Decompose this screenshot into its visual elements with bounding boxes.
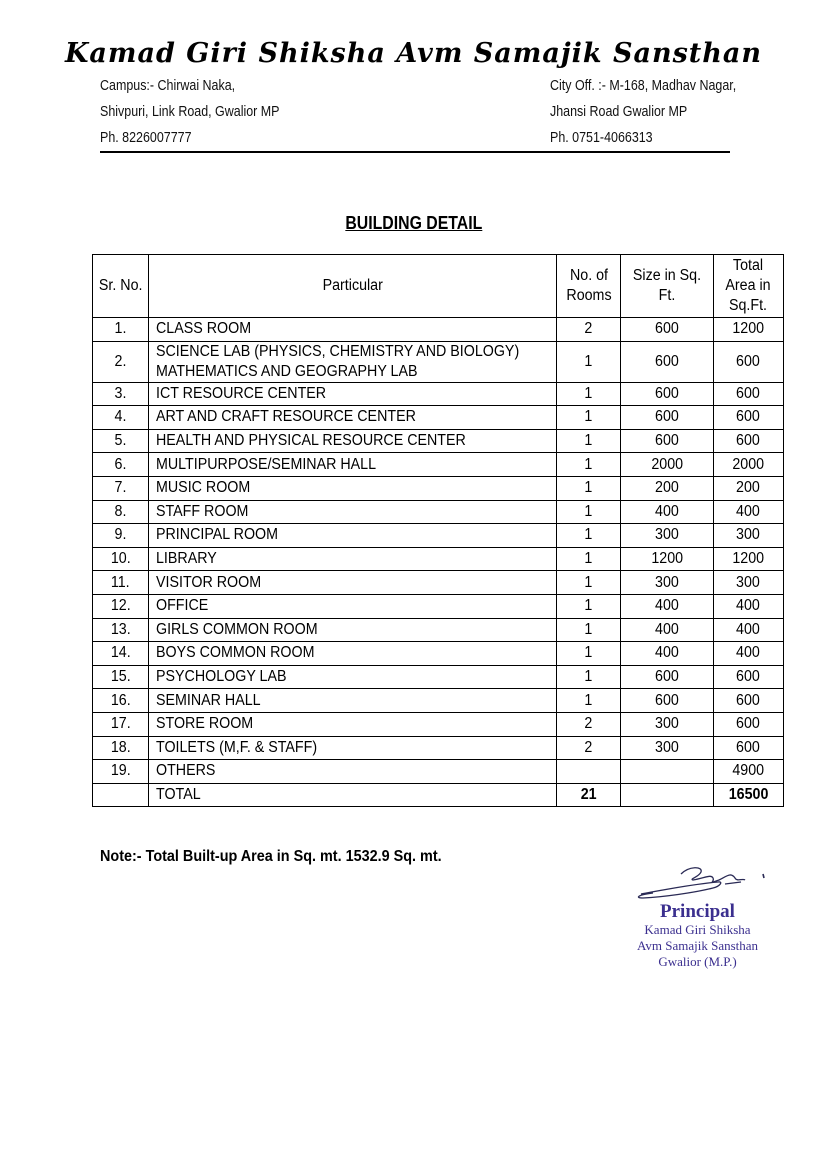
document-title xyxy=(0,213,827,234)
cell-total-area: 400 xyxy=(713,618,783,642)
cell-sr-no: 5. xyxy=(93,429,149,453)
cell-total-area: 600 xyxy=(713,341,783,382)
cell-total-area: 300 xyxy=(713,524,783,548)
cell-size: 400 xyxy=(621,594,713,618)
cell-sr-no: 10. xyxy=(93,547,149,571)
table-row xyxy=(93,318,784,342)
document-title-text: BUILDING DETAIL xyxy=(345,213,482,233)
table-row xyxy=(93,524,784,548)
cell-particular: SEMINAR HALL xyxy=(148,689,556,713)
cell-sr-no: 16. xyxy=(93,689,149,713)
cell-sr-no: 6. xyxy=(93,453,149,477)
cell-sr-no xyxy=(93,783,149,807)
table-row xyxy=(93,476,784,500)
cell-size: 400 xyxy=(621,500,713,524)
cell-particular: OFFICE xyxy=(148,594,556,618)
cell-no-of-rooms: 1 xyxy=(556,594,621,618)
cell-no-of-rooms: 1 xyxy=(556,689,621,713)
cell-size: 300 xyxy=(621,524,713,548)
city-office-phone: Ph. 0751-4066313 xyxy=(550,130,653,146)
campus-line-1: Campus:- Chirwai Naka, xyxy=(100,78,236,94)
cell-sr-no: 4. xyxy=(93,406,149,430)
cell-sr-no: 8. xyxy=(93,500,149,524)
cell-particular: HEALTH AND PHYSICAL RESOURCE CENTER xyxy=(148,429,556,453)
cell-size xyxy=(621,760,713,784)
table-row xyxy=(93,665,784,689)
cell-no-of-rooms: 1 xyxy=(556,524,621,548)
cell-particular: LIBRARY xyxy=(148,547,556,571)
cell-size: 300 xyxy=(621,712,713,736)
cell-sr-no: 19. xyxy=(93,760,149,784)
cell-size: 600 xyxy=(621,318,713,342)
signature-icon xyxy=(623,860,773,902)
cell-size xyxy=(621,783,713,807)
cell-total-area: 600 xyxy=(713,689,783,713)
table-total-row xyxy=(93,783,784,807)
table-row xyxy=(93,500,784,524)
city-office-line-2: Jhansi Road Gwalior MP xyxy=(550,104,688,120)
cell-size: 600 xyxy=(621,429,713,453)
cell-no-of-rooms: 1 xyxy=(556,500,621,524)
cell-size: 400 xyxy=(621,642,713,666)
table-header-row xyxy=(93,255,784,318)
cell-total-area: 400 xyxy=(713,594,783,618)
table-row xyxy=(93,689,784,713)
cell-no-of-rooms: 1 xyxy=(556,571,621,595)
table-row xyxy=(93,642,784,666)
header-sr-no: Sr. No. xyxy=(93,255,149,318)
city-office-line-1: City Off. :- M-168, Madhav Nagar, xyxy=(550,78,737,94)
cell-particular: OTHERS xyxy=(148,760,556,784)
cell-total-area: 600 xyxy=(713,665,783,689)
header-divider xyxy=(100,151,730,153)
cell-sr-no: 12. xyxy=(93,594,149,618)
header-no-of-rooms: No. of Rooms xyxy=(556,255,621,318)
cell-sr-no: 17. xyxy=(93,712,149,736)
cell-size: 300 xyxy=(621,736,713,760)
stamp-line-2: Avm Samajik Sansthan xyxy=(636,938,759,953)
cell-no-of-rooms: 2 xyxy=(556,318,621,342)
table-row xyxy=(93,571,784,595)
cell-total-area: 600 xyxy=(713,736,783,760)
cell-size: 600 xyxy=(621,665,713,689)
cell-sr-no: 15. xyxy=(93,665,149,689)
table-row xyxy=(93,429,784,453)
cell-no-of-rooms xyxy=(556,760,621,784)
cell-no-of-rooms: 1 xyxy=(556,406,621,430)
cell-size: 2000 xyxy=(621,453,713,477)
cell-no-of-rooms: 1 xyxy=(556,665,621,689)
building-detail-table xyxy=(92,254,784,807)
cell-sr-no: 13. xyxy=(93,618,149,642)
table-row xyxy=(93,382,784,406)
cell-total-area: 2000 xyxy=(713,453,783,477)
cell-total-area: 200 xyxy=(713,476,783,500)
cell-size: 200 xyxy=(621,476,713,500)
cell-total-area: 300 xyxy=(713,571,783,595)
organization-name: Kamad Giri Shiksha Avm Samajik Sansthan xyxy=(64,38,763,69)
cell-no-of-rooms: 1 xyxy=(556,453,621,477)
cell-sr-no: 3. xyxy=(93,382,149,406)
cell-particular: STORE ROOM xyxy=(148,712,556,736)
cell-size: 600 xyxy=(621,406,713,430)
cell-no-of-rooms: 1 xyxy=(556,382,621,406)
cell-no-of-rooms: 21 xyxy=(556,783,621,807)
cell-particular: CLASS ROOM xyxy=(148,318,556,342)
table-row xyxy=(93,760,784,784)
cell-particular: SCIENCE LAB (PHYSICS, CHEMISTRY AND BIOLOGY) MATHEMATICS AND GEOGRAPHY LAB xyxy=(148,341,556,382)
cell-particular: PSYCHOLOGY LAB xyxy=(148,665,556,689)
cell-no-of-rooms: 1 xyxy=(556,642,621,666)
cell-total-area: 400 xyxy=(713,642,783,666)
table-row xyxy=(93,712,784,736)
cell-particular: PRINCIPAL ROOM xyxy=(148,524,556,548)
campus-line-2: Shivpuri, Link Road, Gwalior MP xyxy=(100,104,280,120)
cell-sr-no: 14. xyxy=(93,642,149,666)
cell-sr-no: 7. xyxy=(93,476,149,500)
cell-total-area: 600 xyxy=(713,382,783,406)
cell-total-area: 600 xyxy=(713,429,783,453)
cell-total-area: 600 xyxy=(713,406,783,430)
cell-no-of-rooms: 1 xyxy=(556,341,621,382)
cell-particular: VISITOR ROOM xyxy=(148,571,556,595)
header-size: Size in Sq. Ft. xyxy=(621,255,713,318)
stamp-line-3: Gwalior (M.P.) xyxy=(658,954,737,969)
cell-particular: BOYS COMMON ROOM xyxy=(148,642,556,666)
cell-no-of-rooms: 1 xyxy=(556,547,621,571)
cell-no-of-rooms: 1 xyxy=(556,429,621,453)
cell-no-of-rooms: 1 xyxy=(556,476,621,500)
table-row xyxy=(93,547,784,571)
cell-total-area: 400 xyxy=(713,500,783,524)
header-total-area: Total Area in Sq.Ft. xyxy=(713,255,783,318)
cell-total-area: 1200 xyxy=(713,318,783,342)
cell-size: 1200 xyxy=(621,547,713,571)
cell-particular: MULTIPURPOSE/SEMINAR HALL xyxy=(148,453,556,477)
cell-size: 600 xyxy=(621,689,713,713)
table-row xyxy=(93,618,784,642)
cell-no-of-rooms: 1 xyxy=(556,618,621,642)
table-row xyxy=(93,406,784,430)
cell-total-area: 16500 xyxy=(713,783,783,807)
campus-address xyxy=(100,73,280,151)
cell-sr-no: 18. xyxy=(93,736,149,760)
table-row xyxy=(93,341,784,382)
cell-size: 400 xyxy=(621,618,713,642)
cell-particular: TOTAL xyxy=(148,783,556,807)
cell-total-area: 1200 xyxy=(713,547,783,571)
cell-total-area: 4900 xyxy=(713,760,783,784)
principal-stamp xyxy=(615,860,780,970)
stamp-line-1: Kamad Giri Shiksha xyxy=(644,922,751,937)
campus-phone: Ph. 8226007777 xyxy=(100,130,192,146)
table-row xyxy=(93,736,784,760)
cell-particular: ICT RESOURCE CENTER xyxy=(148,382,556,406)
cell-sr-no: 2. xyxy=(93,341,149,382)
cell-total-area: 600 xyxy=(713,712,783,736)
cell-sr-no: 11. xyxy=(93,571,149,595)
cell-sr-no: 1. xyxy=(93,318,149,342)
cell-particular: TOILETS (M,F. & STAFF) xyxy=(148,736,556,760)
cell-size: 300 xyxy=(621,571,713,595)
built-up-area-note: Note:- Total Built-up Area in Sq. mt. 1532.9 Sq. mt. xyxy=(100,848,442,865)
cell-particular: STAFF ROOM xyxy=(148,500,556,524)
cell-no-of-rooms: 2 xyxy=(556,736,621,760)
cell-particular: ART AND CRAFT RESOURCE CENTER xyxy=(148,406,556,430)
cell-sr-no: 9. xyxy=(93,524,149,548)
table-row xyxy=(93,453,784,477)
header-particular: Particular xyxy=(148,255,556,318)
cell-no-of-rooms: 2 xyxy=(556,712,621,736)
cell-particular: GIRLS COMMON ROOM xyxy=(148,618,556,642)
cell-size: 600 xyxy=(621,382,713,406)
cell-particular: MUSIC ROOM xyxy=(148,476,556,500)
stamp-title: Principal xyxy=(660,901,735,922)
city-office-address xyxy=(550,73,736,151)
cell-size: 600 xyxy=(621,341,713,382)
table-row xyxy=(93,594,784,618)
